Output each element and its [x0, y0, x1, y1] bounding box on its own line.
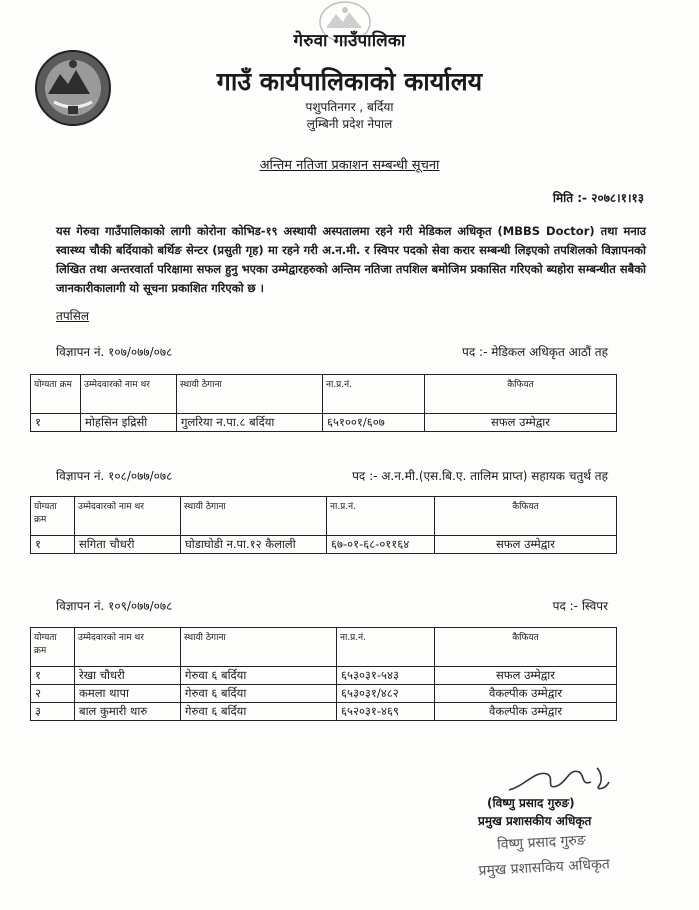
notice-paragraph: यस गेरुवा गाउँपालिकाको लागी कोरोना कोभिड-१९ अस्थायी अस्पतालमा रहने गरी मेडिकल अधिकृत (MBBS Doctor) तथा मनाउ स्वास्थ्य चौकी बर्दियाको बर्थिङ सेन्टर (प्रसुती गृह) मा रहने गरी अ.न.मी. र स्विपर पदको सेवा करार सम्बन्धी लिइएको तपशिलको विज्ञापनको लिखित तथा अन्तरवार्ता परिक्षामा सफल हुनु भएका उम्मेद्वारहरुको अन्तिम नतिजा तपशिल बमोजिम प्रकासित गरिएको ब्यहोरा सम्बन्धीत सबैको जानकारीकालागी यो सूचना प्रकाशित गरिएको छ । [56, 224, 646, 295]
stamp-name: विष्णु प्रसाद गुरुङ [496, 832, 587, 854]
col-citizenship: ना.प्र.नं. [337, 628, 435, 667]
col-address: स्थायी ठेगाना [181, 628, 337, 667]
col-name: उम्मेदवारको नाम थर [81, 375, 177, 414]
col-citizenship: ना.प्र.नं. [323, 375, 425, 414]
table-row: ३ बाल कुमारी थारु गेरुवा ६ बर्दिया ६५२०३१-४६९ वैकल्पीक उम्मेद्वार [31, 703, 617, 721]
stamp-title: प्रमुख प्रशासकिय अधिकृत [478, 856, 611, 880]
advertisement-number: विज्ञापन नं. १०७/०७७/०७८ [56, 345, 173, 359]
col-remarks: कैफियत [435, 497, 617, 536]
notice-date: मिति :- २०७८।१।१३ [552, 191, 644, 205]
col-address: स्थायी ठेगाना [177, 375, 323, 414]
official-stamp [477, 828, 640, 890]
table-row: १ रेखा चौधरी गेरुवा ६ बर्दिया ६५३०३१-५४३ सफल उम्मेद्वार [31, 667, 617, 685]
post-title: पद :- स्विपर [552, 599, 608, 613]
office-title: गाउँ कार्यपालिकाको कार्यालय [216, 67, 483, 96]
results-table [30, 496, 617, 554]
table-header-row [31, 628, 617, 667]
post-title: पद :- मेडिकल अधिकृत आठौं तह [462, 345, 608, 359]
results-table [30, 374, 617, 432]
col-name: उम्मेदवारको नाम थर [75, 497, 181, 536]
table-row: २ कमला थापा गेरुवा ६ बर्दिया ६५३०३१/४८२ वैकल्पीक उम्मेद्वार [31, 685, 617, 703]
office-province: लुम्बिनी प्रदेश नेपाल [306, 117, 393, 131]
table-row: १ सगिता चौधरी घोडाघोडी न.पा.१२ कैलाली ६७-०१-६८-०११६४ सफल उम्मेद्वार [31, 536, 617, 554]
col-name: उम्मेदवारको नाम थर [75, 628, 181, 667]
office-location: पशुपतिनगर , बर्दिया [305, 100, 394, 114]
col-rank: योग्यता क्रम [31, 628, 75, 667]
col-rank: योग्यता क्रम [31, 375, 81, 414]
col-address: स्थायी ठेगाना [181, 497, 327, 536]
table-header-row [31, 375, 617, 414]
table-header-row [31, 497, 617, 536]
signatory-name: (विष्णु प्रसाद गुरुङ) [487, 796, 575, 810]
col-remarks: कैफियत [435, 628, 617, 667]
advertisement-number: विज्ञापन नं. १०८/०७७/०७८ [56, 469, 173, 483]
col-rank: योग्यता क्रम [31, 497, 75, 536]
notice-title: अन्तिम नतिजा प्रकाशन सम्बन्धी सूचना [259, 158, 440, 173]
signatory-title: प्रमुख प्रशासकीय अधिकृत [478, 814, 592, 828]
col-citizenship: ना.प्र.नं. [327, 497, 435, 536]
details-heading: तपसिल [56, 309, 90, 323]
post-title: पद :- अ.न.मी.(एस.बि.ए. तालिम प्राप्त) सहायक चतुर्थ तह [352, 469, 608, 483]
municipality-name: गेरुवा गाउँपालिका [293, 31, 406, 51]
col-remarks: कैफियत [425, 375, 617, 414]
results-table [30, 627, 617, 721]
table-row: १ मोहसिन इद्रिसी गुलरिया न.पा.८ बर्दिया ६५१००१/६०७ सफल उम्मेद्वार [31, 414, 617, 432]
advertisement-number: विज्ञापन नं. १०९/०७७/०७८ [56, 599, 173, 613]
